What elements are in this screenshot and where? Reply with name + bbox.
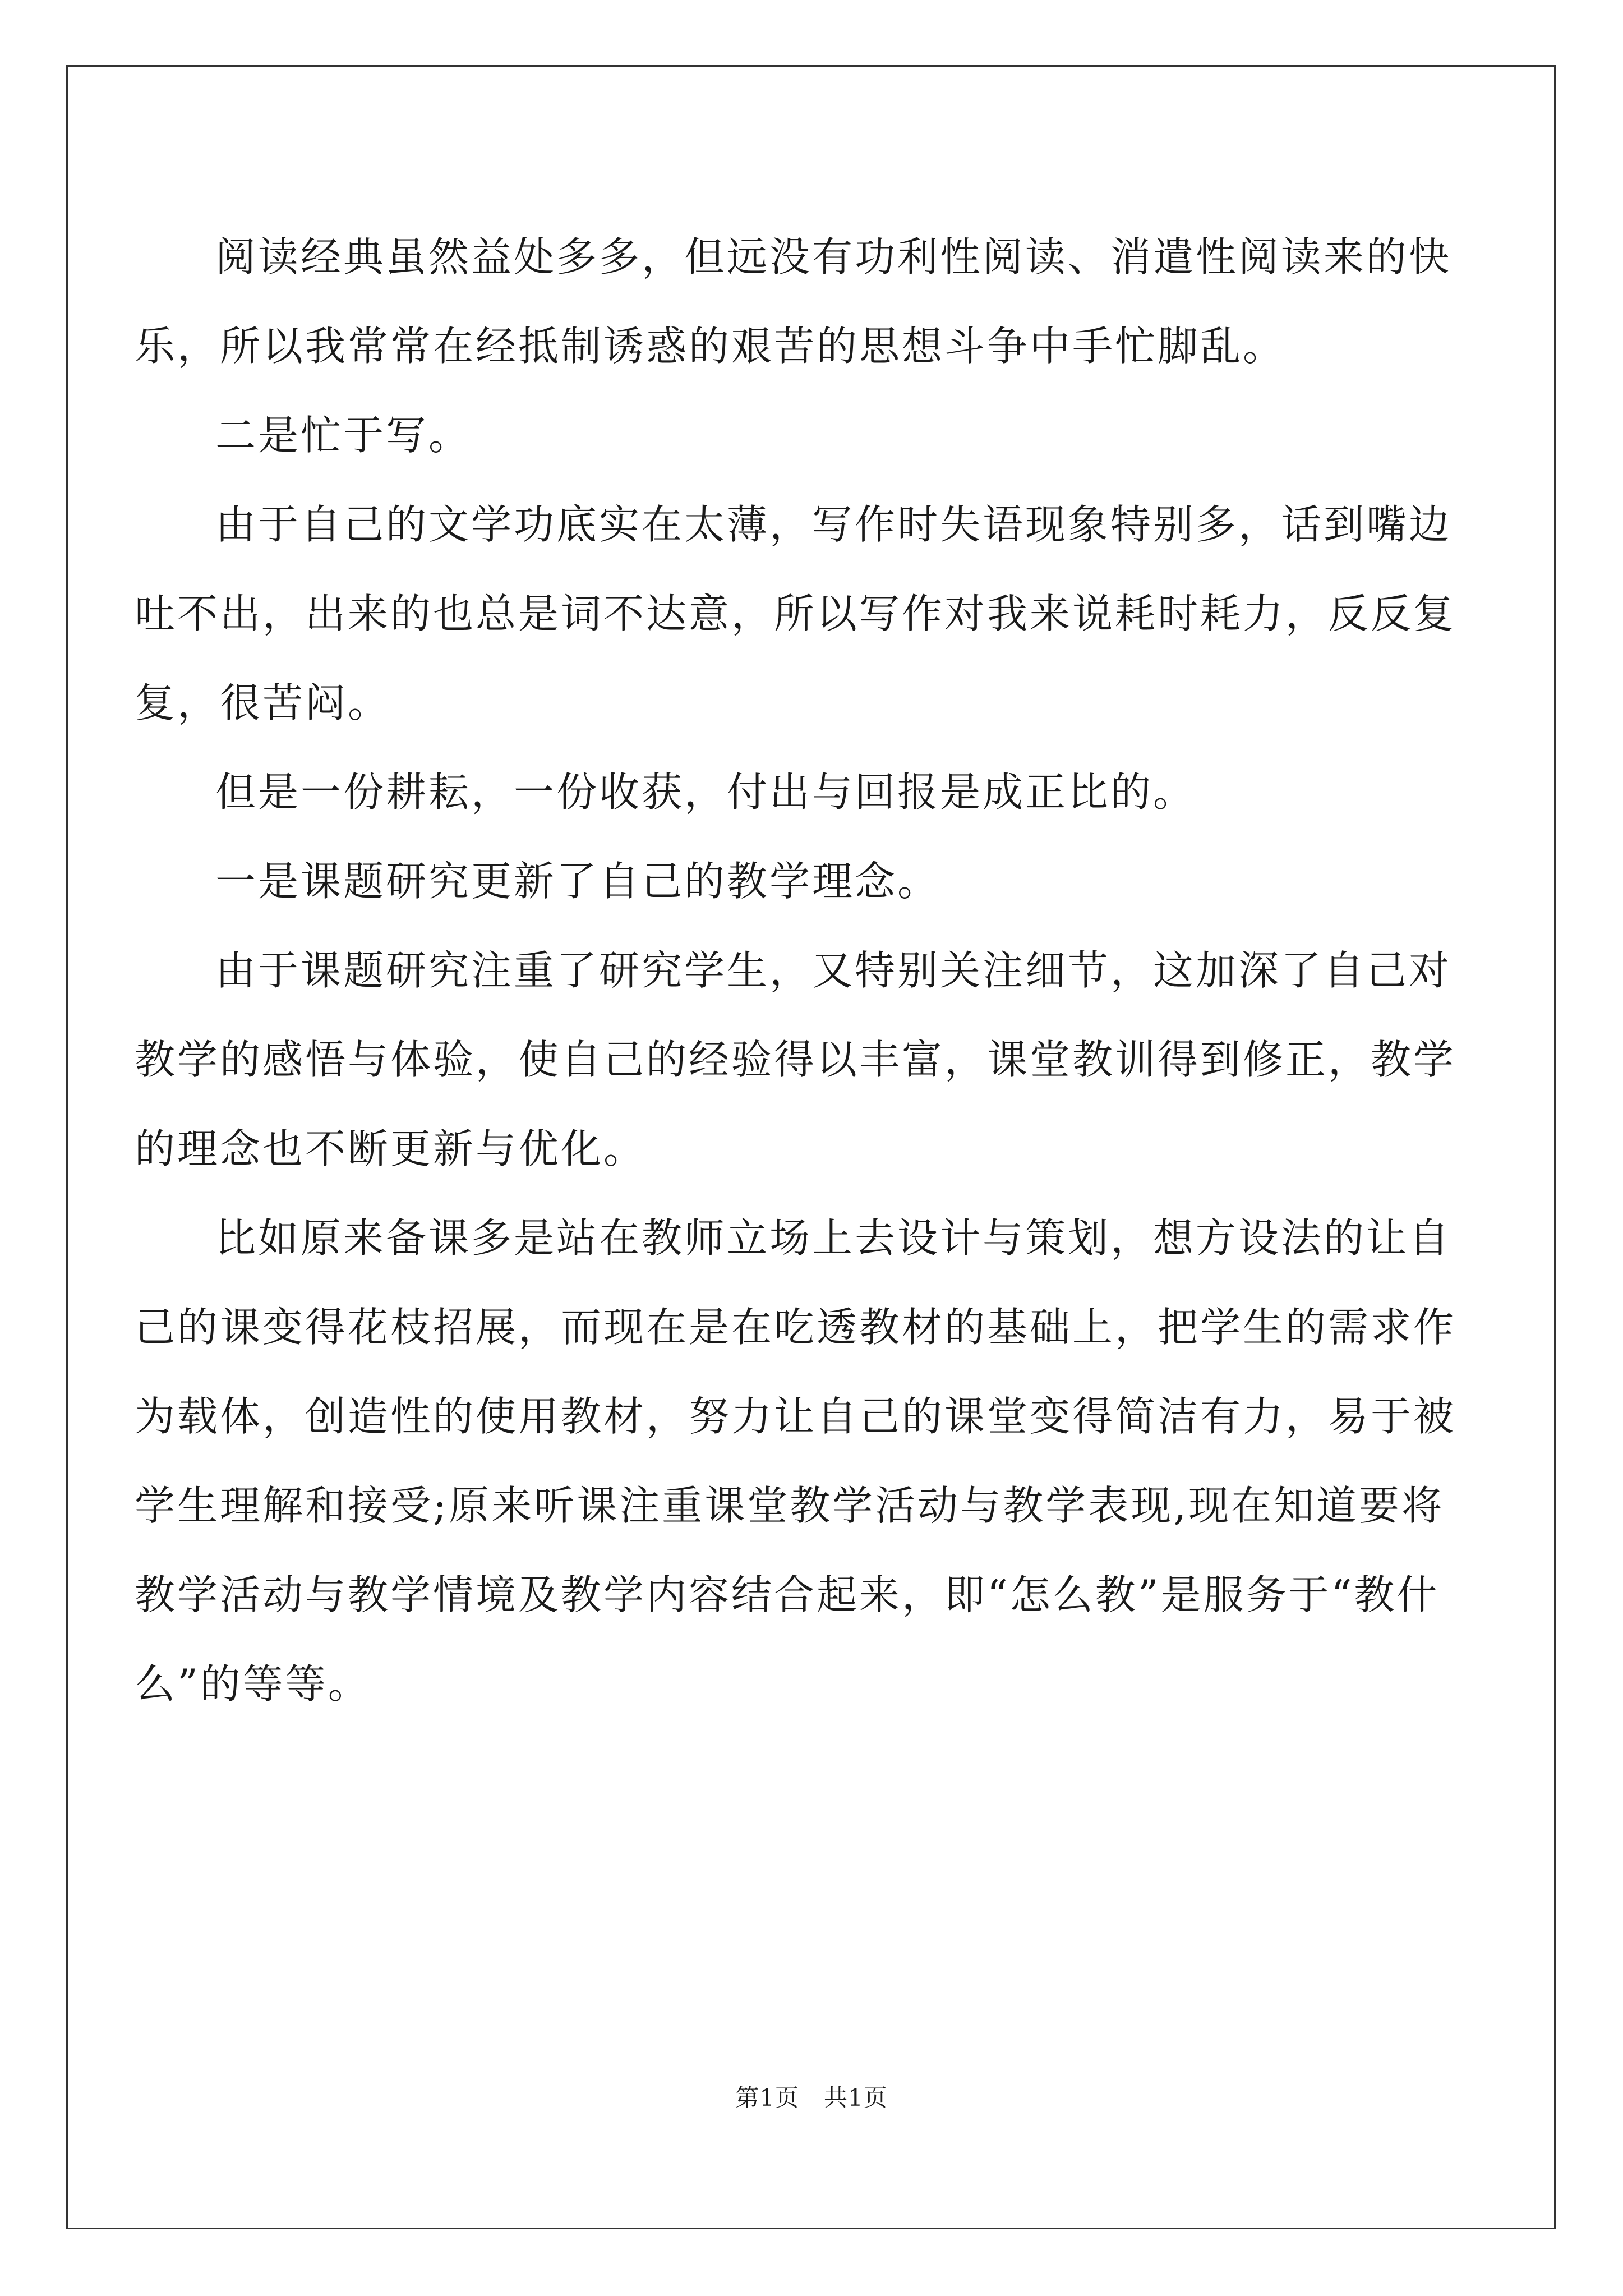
- paragraph-3: 由于自己的文学功底实在太薄，写作时失语现象特别多，话到嘴边吐不出，出来的也总是词不达意，所以写作对我来说耗时耗力，反反复复，很苦闷。: [135, 501, 1456, 726]
- page-total: 共1页: [824, 2084, 888, 2111]
- page-footer: [0, 2081, 1623, 2115]
- paragraph-5: 一是课题研究更新了自己的教学理念。: [215, 858, 940, 905]
- page-number: 第1页: [735, 2084, 799, 2111]
- paragraph-1: 阅读经典虽然益处多多，但远没有功利性阅读、消遣性阅读来的快乐，所以我常常在经抵制诱惑的艰苦的思想斗争中手忙脚乱。: [135, 233, 1452, 370]
- paragraph-6: 由于课题研究注重了研究学生，又特别关注细节，这加深了自己对教学的感悟与体验，使自己的经验得以丰富，课堂教训得到修正，教学的理念也不断更新与优化。: [135, 947, 1456, 1172]
- paragraph-7: 比如原来备课多是站在教师立场上去设计与策划，想方设法的让自己的课变得花枝招展，而现在是在吃透教材的基础上，把学生的需求作为载体，创造性的使用教材，努力让自己的课堂变得简洁有力，易于被学生理解和接受;原来听课注重课堂教学活动与教学表现,现在知道要将教学活动与教学情境及教学内容结合起来，即“怎么教”是服务于“教什么”的等等。: [135, 1214, 1456, 1708]
- paragraph-4: 但是一份耕耘，一份收获，付出与回报是成正比的。: [215, 769, 1196, 816]
- paragraph-2: 二是忙于写。: [215, 412, 472, 459]
